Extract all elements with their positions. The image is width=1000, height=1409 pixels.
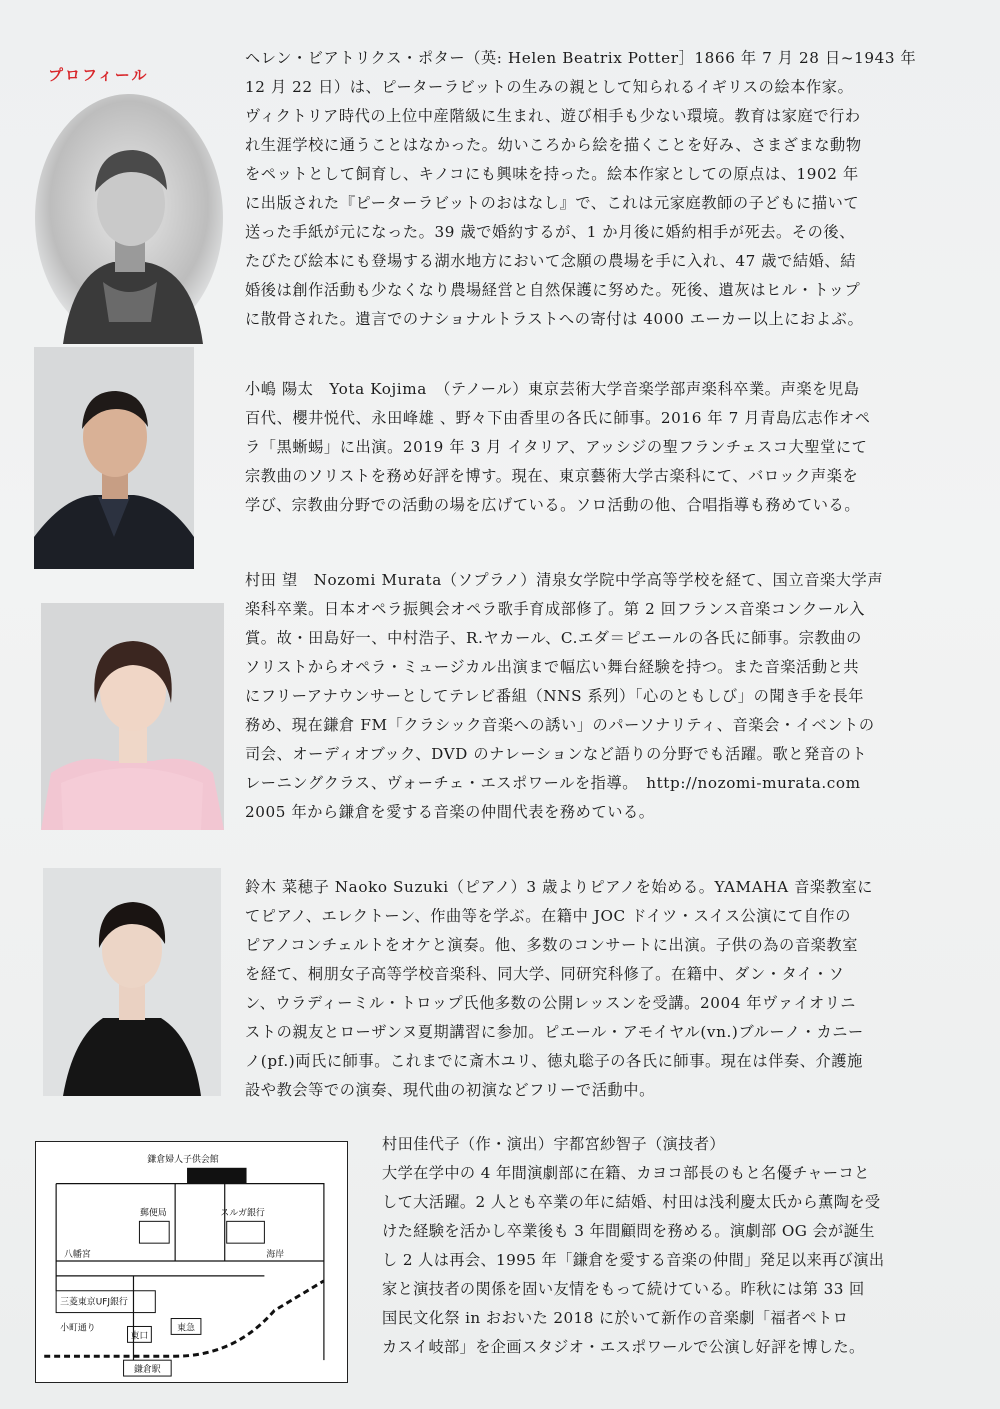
map-post-office <box>139 1221 169 1243</box>
bio-murata: 村田 望 Nozomi Murata（ソプラノ）清泉女学院中学高等学校を経て、国立音楽大学声 楽科卒業。日本オペラ振興会オペラ歌手育成部修了。第 2 回フランス音楽コンクール入 賞。故・田島好一、中村浩子、R.ヤカール、C.エダ＝ピエールの各氏に師事。宗教曲の ソリストからオペラ・ミュージカル出演まで幅広い舞台経験を持つ。また音楽活動と共 にフリーアナウンサーとしてテレビ番組（NNS 系列）「心のともしび」の聞き手を長年 務め、現在鎌倉 FM「クラシック音楽への誘い」のパーソナリティ、音楽会・イベントの 司会、オーディオブック、DVD のナレーションなど語りの分野でも活躍。歌と発音のト レーニングクラス、ヴォーチェ・エスポワールを指導。 http://nozomi-murata.com 2005 年から鎌倉を愛する音楽の仲間代表を務めている。 <box>245 571 884 821</box>
portrait-photo-potter <box>33 92 225 344</box>
map-label-east-exit: 東口 <box>130 1331 149 1342</box>
portrait-photo-murata <box>41 603 224 830</box>
bio-theatre: 村田佳代子（作・演出）宇都宮紗智子（演技者） 大学在学中の 4 年間演劇部に在籍、カヨコ部長のもと名優チャーコと して大活躍。2 人とも卒業の年に結婚、村田は浅利慶太氏から薫陶を受 けた経験を活かし卒業後も 3 年間顧問を務める。演劇部 OG 会が誕生 し 2 人は再会、1995 年「鎌倉を愛する音楽の仲間」発足以来再び演出 家と演技者の関係を固い友情をもって続けている。昨秋には第 33 回 国民文化祭 in おおいた 2018 に於いて新作の音楽劇「福者ペトロ カスイ岐部」を企画スタジオ・エスポワールで公演し好評を博した。 <box>382 1135 885 1356</box>
bio-potter: ヘレン・ビアトリクス・ポター（英: Helen Beatrix Potter］1866 年 7 月 28 日~1943 年 12 月 22 日）は、ピーターラビットの生みの親として知られるイギリスの絵本作家。 ヴィクトリア時代の上位中産階級に生まれ、遊び相手も少ない環境。教育は家庭で行わ れ生涯学校に通うことはなかった。幼いころから絵を描くことを好み、さまざまな動物 をペットとして飼育し、キノコにも興味を持った。絵本作家としての原点は、1902 年 に出版された『ピーターラビットのおはなし』で、これは元家庭教師の子どもに描いて 送った手紙が元になった。39 歳で婚約するが、1 か月後に婚約相手が死去。その後、 たびたび絵本にも登場する湖水地方において念願の農場を手に入れ、47 歳で結婚、結 婚後は創作活動も少なくなり農場経営と自然保護に努めた。死後、遺灰はヒル・トップ に散骨された。遺言でのナショナルトラストへの寄付は 4000 エーカー以上におよぶ。 <box>245 49 917 328</box>
bio-kojima: 小嶋 陽太 Yota Kojima （テノール）東京芸術大学音楽学部声楽科卒業。声楽を児島 百代、櫻井悦代、永田峰雄 、野々下由香里の各氏に師事。2016 年 7 月青島広志作オペ ラ「黒蜥蜴」に出演。2019 年 3 月 イタリア、アッシジの聖フランチェスコ大聖堂にて 宗教曲のソリストを務め好評を博す。現在、東京藝術大学古楽科にて、バロック声楽を 学び、宗教曲分野での活動の場を広げている。ソロ活動の他、合唱指導も務めている。 <box>245 380 871 514</box>
portrait-photo-suzuki <box>43 868 221 1096</box>
map-label-kaigan: 海岸 <box>266 1250 285 1261</box>
map-label-tokyu: 東急 <box>177 1323 195 1334</box>
profile-heading: プロフィール <box>48 66 149 84</box>
map-label-station: 鎌倉駅 <box>134 1365 161 1376</box>
map-label-suruga-bank: スルガ銀行 <box>220 1208 265 1219</box>
bio-suzuki: 鈴木 菜穂子 Naoko Suzuki（ピアノ）3 歳よりピアノを始める。YAMAHA 音楽教室に てピアノ、エレクトーン、作曲等を学ぶ。在籍中 JOC ドイツ・スイス公演にて自作の ピアノコンチェルトをオケと演奏。他、多数のコンサートに出演。子供の為の音楽教室 を経て、桐朋女子高等学校音楽科、同大学、同研究科修了。在籍中、ダン・タイ・ソ ン、ウラディーミル・トロップ氏他多数の公開レッスンを受講。2004 年ヴァイオリニ ストの親友とローザンヌ夏期講習に参加。ピエール・アモイヤル(vn.)ブルーノ・カニー ノ(pf.)両氏に師事。これまでに斎木ユリ、徳丸聡子の各氏に師事。現在は伴奏、介護施 設や教会等での演奏、現代曲の初演などフリーで活動中。 <box>245 878 874 1099</box>
map-label-post-office: 郵便局 <box>139 1208 167 1219</box>
map-label-hachimangu: 八幡宮 <box>64 1250 91 1261</box>
map-label-mufg: 三菱東京UFJ銀行 <box>60 1297 128 1308</box>
portrait-photo-kojima <box>34 347 194 569</box>
access-map <box>35 1141 348 1383</box>
map-label-komachi: 小町通り <box>60 1323 96 1334</box>
map-suruga-bank <box>227 1221 265 1243</box>
map-label-venue: 鎌倉婦人子供会館 <box>147 1154 219 1165</box>
map-venue-building <box>187 1168 247 1184</box>
